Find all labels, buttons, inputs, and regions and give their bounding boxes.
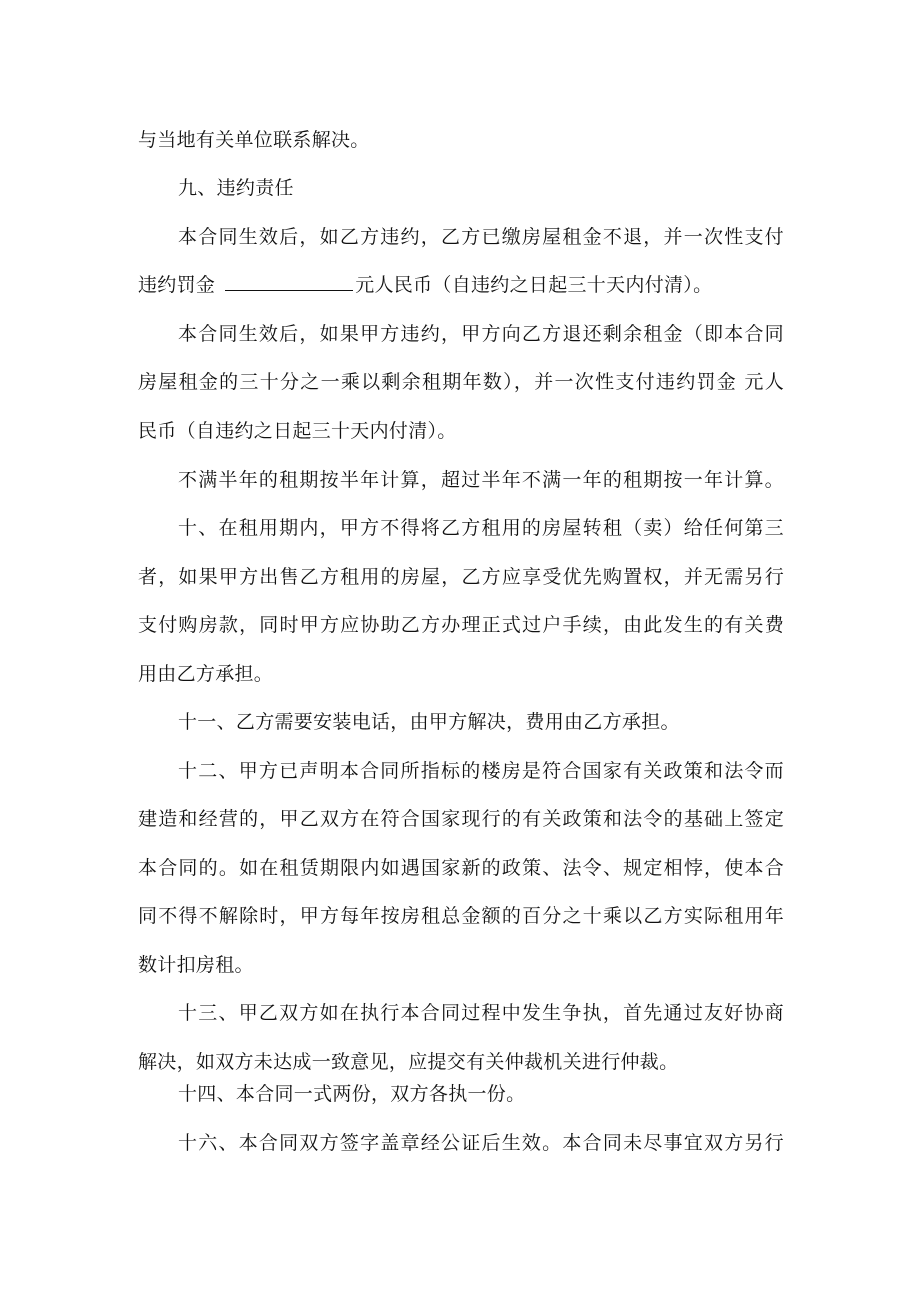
text-fragment: 元人民币（自违约之日起三十天内付清）。 [355,274,713,296]
fill-in-blank [225,274,353,291]
text-line: 十三、甲乙双方如在执行本合同过程中发生争执，首先通过友好协商 [178,1002,784,1024]
text-line: 者，如果甲方出售乙方租用的房屋，乙方应享受优先购置权，并无需另行 [138,566,784,588]
section-heading-breach: 九、违约责任 [178,177,294,199]
text-line: 房屋租金的三十分之一乘以剩余租期年数），并一次性支付违约罚金 元人 [138,371,784,393]
text-line: 解决，如双方未达成一致意见，应提交有关仲裁机关进行仲裁。 [138,1051,679,1073]
text-line: 与当地有关单位联系解决。 [138,129,370,151]
text-line: 本合同生效后，如乙方违约，乙方已缴房屋租金不退，并一次性支付 [178,226,784,248]
text-line: 同不得不解除时，甲方每年按房租总金额的百分之十乘以乙方实际租用年 [138,905,784,927]
text-line: 数计扣房租。 [138,954,254,976]
text-line: 建造和经营的，甲乙双方在符合国家现行的有关政策和法令的基础上签定 [138,808,784,830]
text-line [138,273,784,297]
text-line: 不满半年的租期按半年计算，超过半年不满一年的租期按一年计算。 [178,469,784,491]
text-fragment: 违约罚金 [138,274,216,296]
text-line: 本合同的。如在租赁期限内如遇国家新的政策、法令、规定相悖，使本合 [138,857,784,879]
text-line: 十二、甲方已声明本合同所指标的楼房是符合国家有关政策和法令而 [178,760,784,782]
text-line: 十四、本合同一式两份，双方各执一份。 [178,1083,526,1105]
text-line: 本合同生效后，如果甲方违约，甲方向乙方退还剩余租金（即本合同 [178,323,784,345]
text-line: 支付购房款，同时甲方应协助乙方办理正式过户手续，由此发生的有关费 [138,614,784,636]
text-line: 民币（自违约之日起三十天内付清）。 [138,420,457,442]
text-line: 十一、乙方需要安装电话，由甲方解决，费用由乙方承担。 [178,711,680,733]
text-line: 用由乙方承担。 [138,663,274,685]
text-line: 十六、本合同双方签字盖章经公证后生效。本合同未尽事宜双方另行 [178,1132,784,1154]
text-line: 十、在租用期内，甲方不得将乙方租用的房屋转租（卖）给任何第三 [178,517,784,539]
